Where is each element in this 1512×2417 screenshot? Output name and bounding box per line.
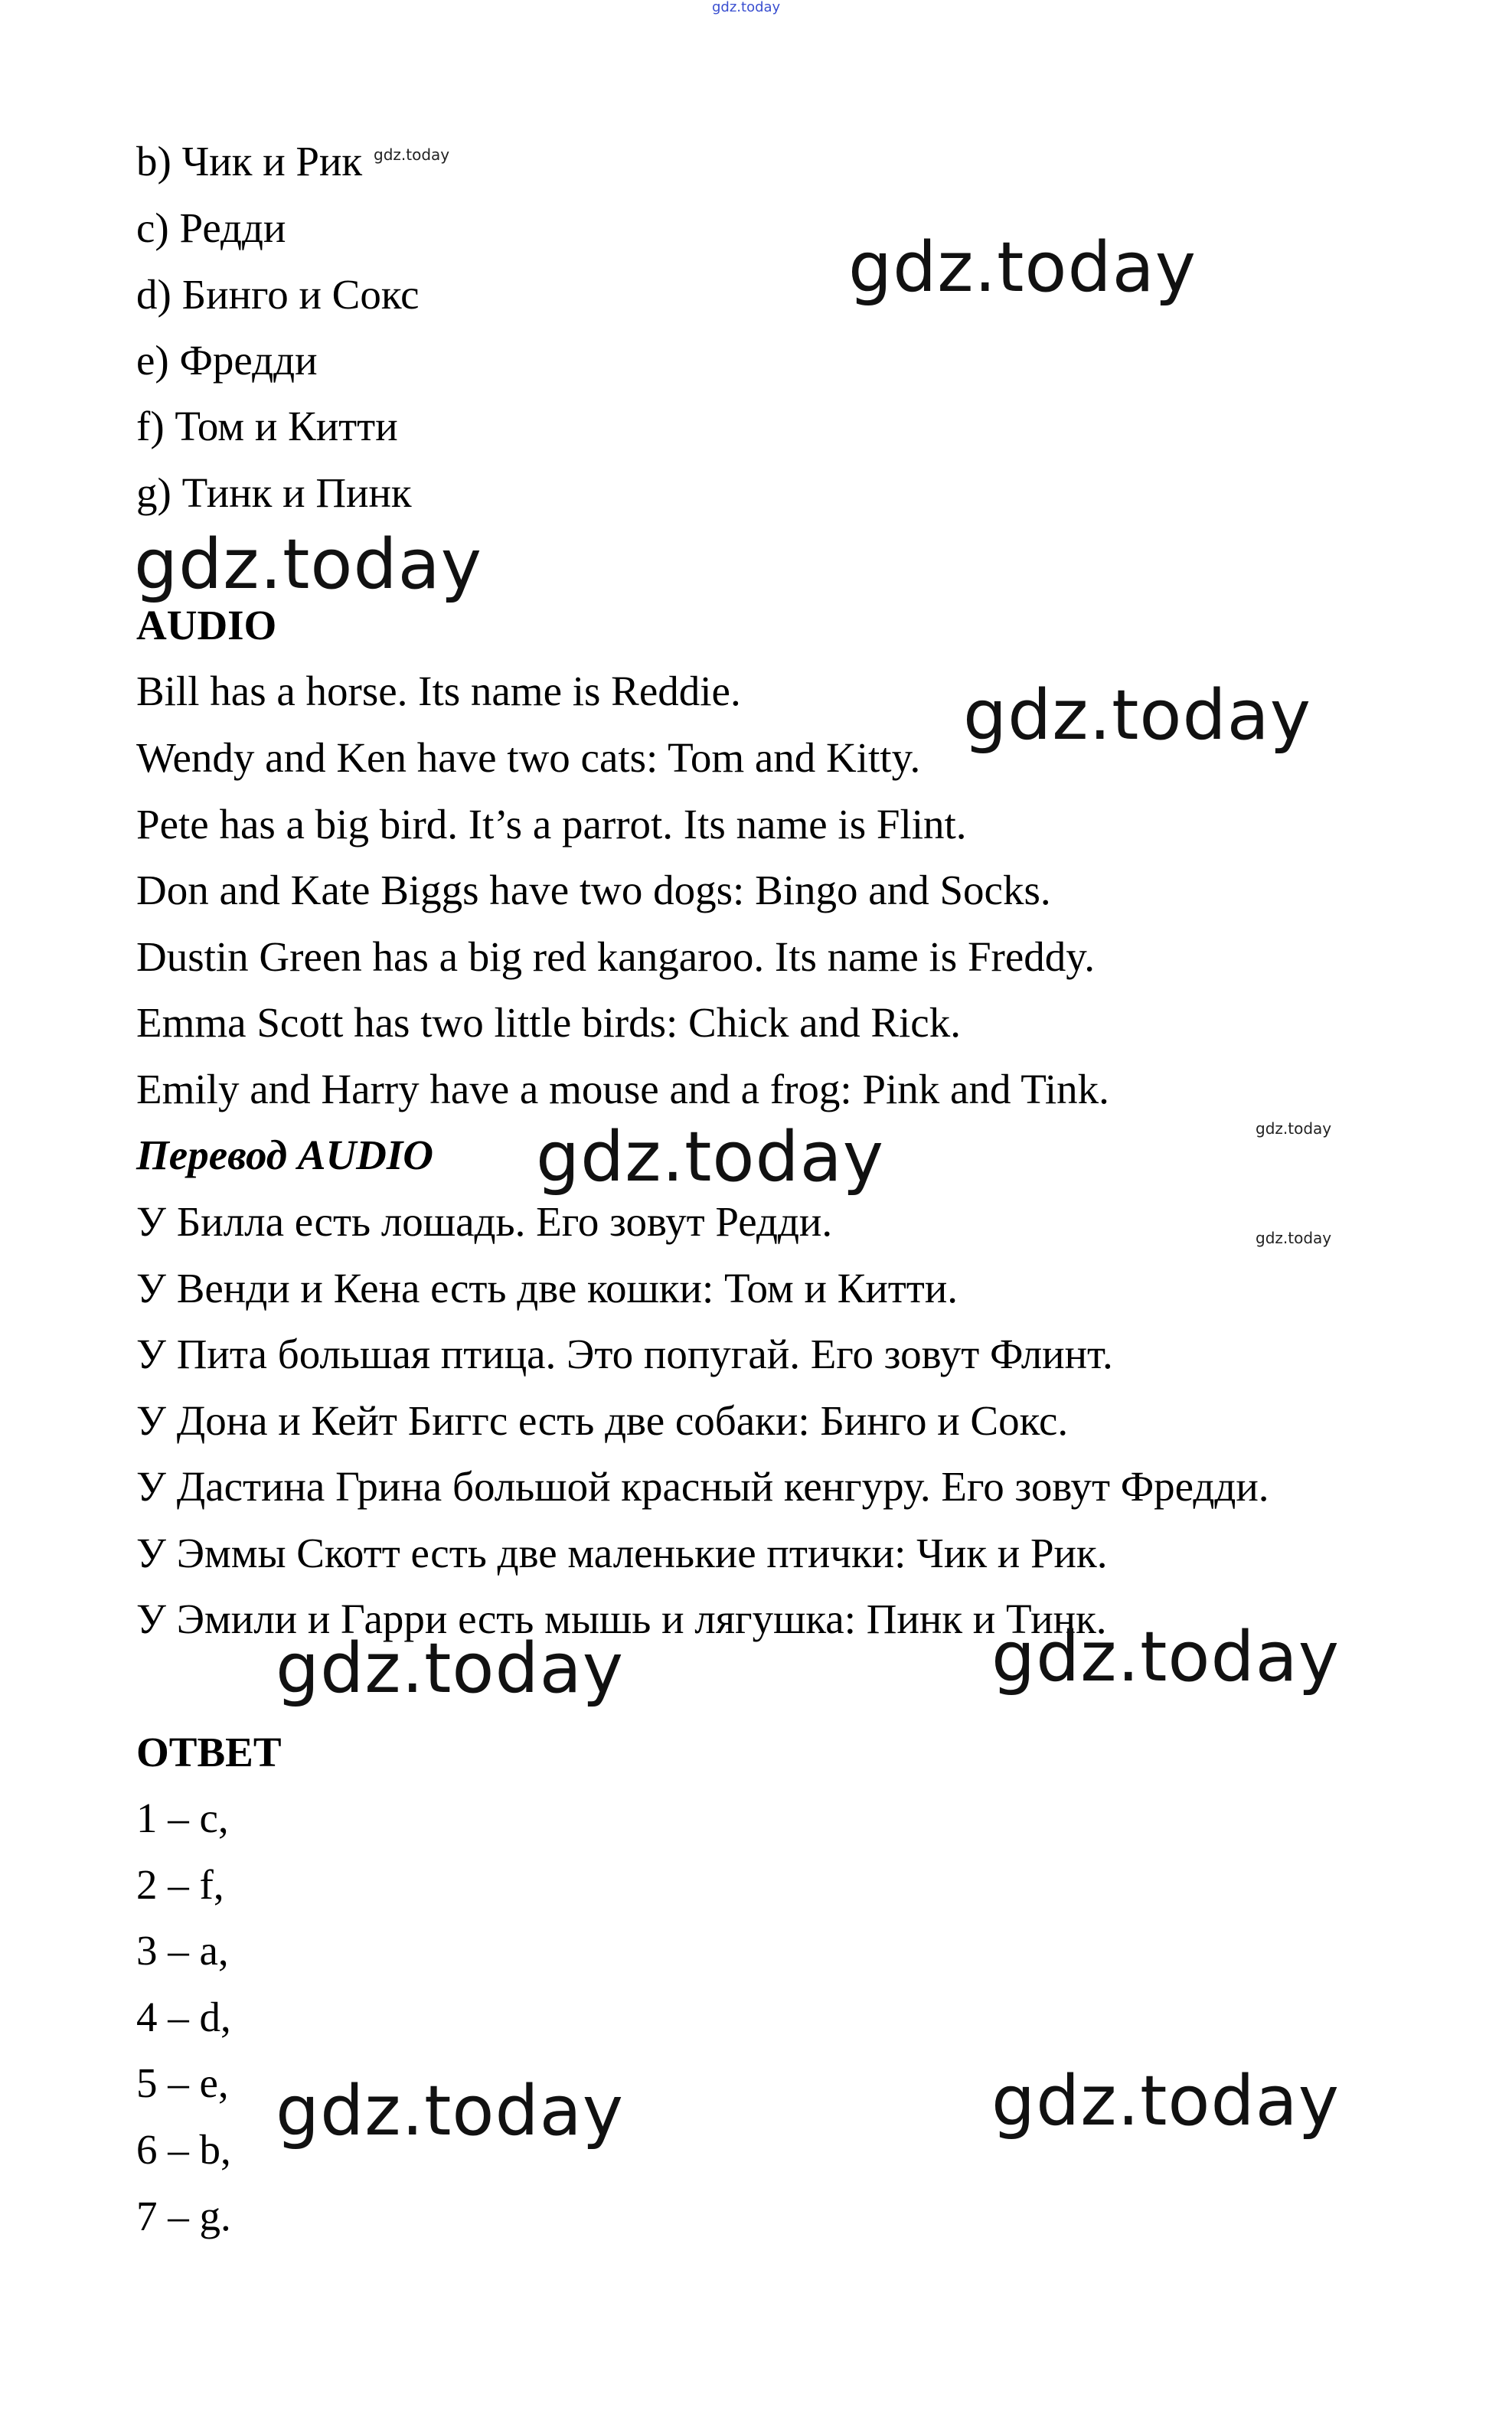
audio-line: Emily and Harry have a mouse and a frog: Pink and Tink. <box>136 1066 1109 1112</box>
answer-item: 3 – a, <box>136 1927 229 1974</box>
watermark-large: gdz.today <box>276 1628 625 1709</box>
translation-line: У Эммы Скотт есть две маленькие птички: Чик и Рик. <box>136 1530 1108 1576</box>
watermark-small: gdz.today <box>1256 1119 1332 1138</box>
watermark-large: gdz.today <box>134 524 483 605</box>
watermark-large: gdz.today <box>991 2061 1341 2141</box>
audio-line: Bill has a horse. Its name is Reddie. <box>136 668 741 714</box>
translation-line: У Билла есть лошадь. Его зовут Редди. <box>136 1198 833 1245</box>
translation-heading: Перевод AUDIO <box>136 1132 434 1178</box>
audio-line: Dustin Green has a big red kangaroo. Its name is Freddy. <box>136 933 1095 980</box>
watermark-top: gdz.today <box>712 0 781 15</box>
translation-line: У Эмили и Гарри есть мышь и лягушка: Пинк и Тинк. <box>136 1596 1107 1642</box>
audio-line: Emma Scott has two little birds: Chick and Rick. <box>136 999 961 1046</box>
translation-line: У Венди и Кена есть две кошки: Том и Китти. <box>136 1265 958 1311</box>
audio-line: Wendy and Ken have two cats: Tom and Kitty. <box>136 734 921 781</box>
watermark-large: gdz.today <box>963 675 1312 756</box>
option-d: d) Бинго и Сокс <box>136 271 420 318</box>
translation-line: У Пита большая птица. Это попугай. Его зовут Флинт. <box>136 1331 1113 1377</box>
answer-item: 2 – f, <box>136 1861 224 1908</box>
option-f: f) Том и Китти <box>136 403 398 449</box>
audio-line: Pete has a big bird. It’s a parrot. Its name is Flint. <box>136 801 967 848</box>
option-b: b) Чик и Рик <box>136 138 363 185</box>
watermark-small: gdz.today <box>374 145 450 164</box>
watermark-large: gdz.today <box>536 1117 885 1197</box>
answer-item: 5 – e, <box>136 2059 229 2106</box>
answer-item: 1 – c, <box>136 1795 229 1841</box>
watermark-large: gdz.today <box>991 1617 1341 1697</box>
translation-line: У Дона и Кейт Биггс есть две собаки: Бинго и Сокс. <box>136 1397 1069 1444</box>
answer-heading: ОТВЕТ <box>136 1729 282 1775</box>
watermark-large: gdz.today <box>848 227 1197 308</box>
answer-item: 6 – b, <box>136 2126 231 2173</box>
answer-item: 7 – g. <box>136 2193 231 2239</box>
translation-line: У Дастина Грина большой красный кенгуру. Его зовут Фредди. <box>136 1463 1269 1510</box>
option-e: e) Фредди <box>136 337 318 384</box>
watermark-large: gdz.today <box>276 2071 625 2151</box>
option-c: c) Редди <box>136 204 286 251</box>
answer-item: 4 – d, <box>136 1994 231 2040</box>
watermark-small: gdz.today <box>1256 1229 1332 1247</box>
audio-line: Don and Kate Biggs have two dogs: Bingo and Socks. <box>136 867 1051 913</box>
option-g: g) Тинк и Пинк <box>136 469 412 516</box>
audio-heading: AUDIO <box>136 602 277 648</box>
